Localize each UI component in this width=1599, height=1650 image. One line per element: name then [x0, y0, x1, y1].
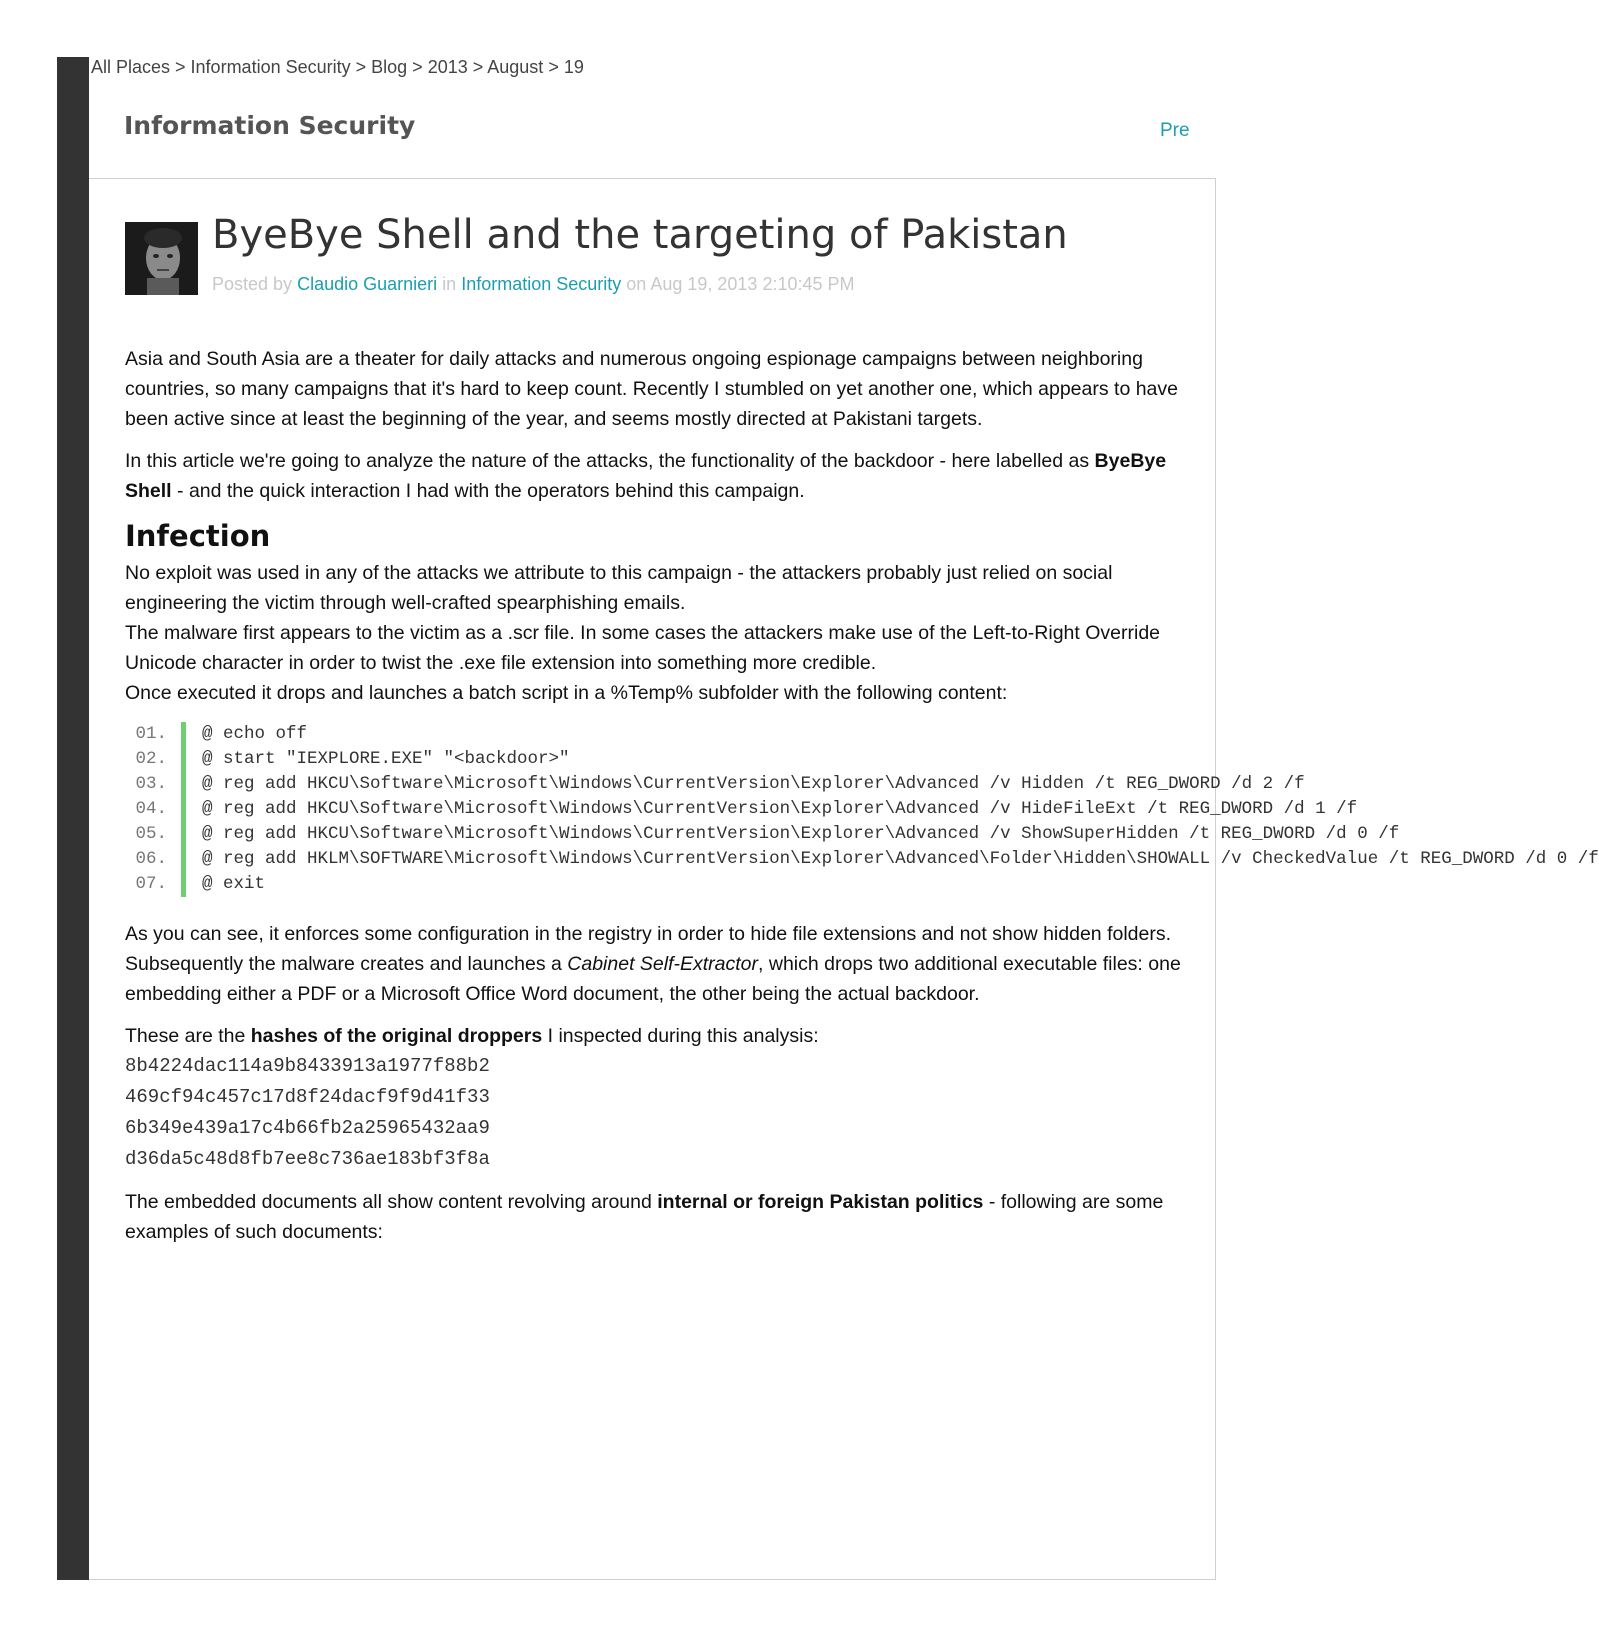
post-body — [125, 344, 1599, 1259]
line-number: 04. — [135, 799, 167, 819]
body-text: , which drops two additional executable files: one embedding either a PDF or a Microsoft Office Word document, the other being the actual backdoor. — [125, 953, 1181, 1005]
space-title[interactable]: Information Security — [124, 111, 416, 140]
hash-value: d36da5c48d8fb7ee8c736ae183bf3f8a — [125, 1148, 490, 1170]
infection-paragraph-3: Once executed it drops and launches a batch script in a %Temp% subfolder with the following content: — [125, 682, 1008, 704]
body-text: I inspected during this analysis: — [542, 1025, 819, 1047]
breadcrumb-separator: > — [350, 57, 372, 77]
code-text: @ start "IEXPLORE.EXE" "<backdoor>" — [202, 749, 570, 769]
body-text: - following are some examples of such documents: — [125, 1191, 1164, 1243]
line-number: 02. — [135, 749, 167, 769]
post-title: ByeBye Shell and the targeting of Pakistan — [212, 212, 1068, 258]
breadcrumb-separator: > — [543, 57, 564, 77]
meta-in: in — [442, 274, 457, 294]
cabinet-self-extractor: Cabinet Self-Extractor — [567, 953, 759, 975]
code-line — [125, 847, 1599, 872]
code-line — [125, 797, 1358, 822]
breadcrumb-separator: > — [170, 57, 191, 77]
avatar-portrait-icon — [125, 222, 198, 295]
intro-paragraph-1: Asia and South Asia are a theater for daily attacks and numerous ongoing espionage campaigns between neighboring countries, so many campaigns that it's hard to keep count. Recently I stumbled on yet another one, which appears to have been active since at least the beginning of the year, and seems mostly directed at Pakistani targets. — [125, 348, 1178, 430]
body-text: These are the — [125, 1025, 251, 1047]
backdoor-name: ByeBye Shell — [125, 450, 1167, 502]
section-heading-infection: Infection — [125, 519, 271, 553]
breadcrumb-item-information-security[interactable]: Information Security — [190, 57, 351, 77]
breadcrumb-item-blog[interactable]: Blog — [371, 57, 408, 77]
category-link[interactable]: Information Security — [461, 274, 622, 294]
infection-paragraph-2: The malware first appears to the victim as a .scr file. In some cases the attackers make use of the Left-to-Right Override Unicode character in order to twist the .exe file extension into something more credible. — [125, 622, 1161, 674]
author-link[interactable]: Claudio Guarnieri — [297, 274, 438, 294]
code-line — [125, 747, 1185, 772]
breadcrumb-item-day: 19 — [563, 57, 584, 77]
author-avatar[interactable] — [125, 222, 198, 295]
breadcrumb — [91, 57, 584, 78]
intro-text: - and the quick interaction I had with the operators behind this campaign. — [171, 480, 805, 502]
code-text: @ echo off — [202, 724, 308, 744]
after-code-paragraph-1: As you can see, it enforces some configuration in the registry in order to hide file extensions and not show hidden folders. — [125, 923, 1172, 945]
body-text: The embedded documents all show content revolving around — [125, 1191, 658, 1213]
hash-list — [125, 1051, 1185, 1175]
hash-value: 469cf94c457c17d8f24dacf9f9d41f33 — [125, 1086, 490, 1108]
body-text: Subsequently the malware creates and launches a — [125, 953, 568, 975]
meta-on: on — [626, 274, 647, 294]
hash-value: 8b4224dac114a9b8433913a1977f88b2 — [125, 1055, 490, 1077]
code-line — [125, 822, 1400, 847]
previous-post-link[interactable]: Pre — [1160, 120, 1190, 141]
intro-text: In this article we're going to analyze the nature of the attacks, the functionality of the backdoor - here labelled as — [125, 450, 1095, 472]
after-code-paragraph-2 — [125, 949, 1185, 1009]
left-dark-bar — [57, 57, 89, 1580]
line-number: 06. — [135, 849, 167, 869]
breadcrumb-separator: > — [467, 57, 488, 77]
breadcrumb-item-all-places[interactable]: All Places — [91, 57, 171, 77]
line-number: 01. — [135, 724, 167, 744]
hash-value: 6b349e439a17c4b66fb2a25965432aa9 — [125, 1117, 490, 1139]
line-number: 03. — [135, 774, 167, 794]
breadcrumb-separator: > — [407, 57, 428, 77]
hashes-intro — [125, 1021, 1185, 1051]
post-date: Aug 19, 2013 2:10:45 PM — [650, 274, 855, 294]
meta-posted-by: Posted by — [212, 274, 293, 294]
code-line — [125, 722, 1185, 747]
code-text: @ reg add HKLM\SOFTWARE\Microsoft\Windows\CurrentVersion\Explorer\Advanced\Folder\Hidden\SHOWALL /v CheckedValue /t REG_DWORD /d 0 /f — [202, 849, 1599, 869]
hashes-emphasis: hashes of the original droppers — [250, 1025, 543, 1047]
line-number: 07. — [135, 874, 167, 894]
code-text: @ exit — [202, 874, 266, 894]
code-text: @ reg add HKCU\Software\Microsoft\Windows\CurrentVersion\Explorer\Advanced /v Hidden /t REG_DWORD /d 2 /f — [202, 774, 1305, 794]
infection-paragraph-1: No exploit was used in any of the attacks we attribute to this campaign - the attackers probably just relied on social engineering the victim through well-crafted spearphishing emails. — [125, 562, 1113, 614]
closing-paragraph — [125, 1187, 1185, 1247]
intro-paragraph-2 — [125, 446, 1185, 506]
line-number: 05. — [135, 824, 167, 844]
code-line — [125, 772, 1305, 797]
breadcrumb-item-month[interactable]: August — [487, 57, 544, 77]
code-block[interactable] — [125, 722, 1599, 897]
breadcrumb-item-year[interactable]: 2013 — [427, 57, 468, 77]
post-meta — [212, 274, 855, 295]
politics-emphasis: internal or foreign Pakistan politics — [657, 1191, 984, 1213]
code-text: @ reg add HKCU\Software\Microsoft\Windows\CurrentVersion\Explorer\Advanced /v ShowSuperHidden /t REG_DWORD /d 0 /f — [202, 824, 1400, 844]
code-line — [125, 872, 1185, 897]
code-text: @ reg add HKCU\Software\Microsoft\Windows\CurrentVersion\Explorer\Advanced /v HideFileExt /t REG_DWORD /d 1 /f — [202, 799, 1358, 819]
